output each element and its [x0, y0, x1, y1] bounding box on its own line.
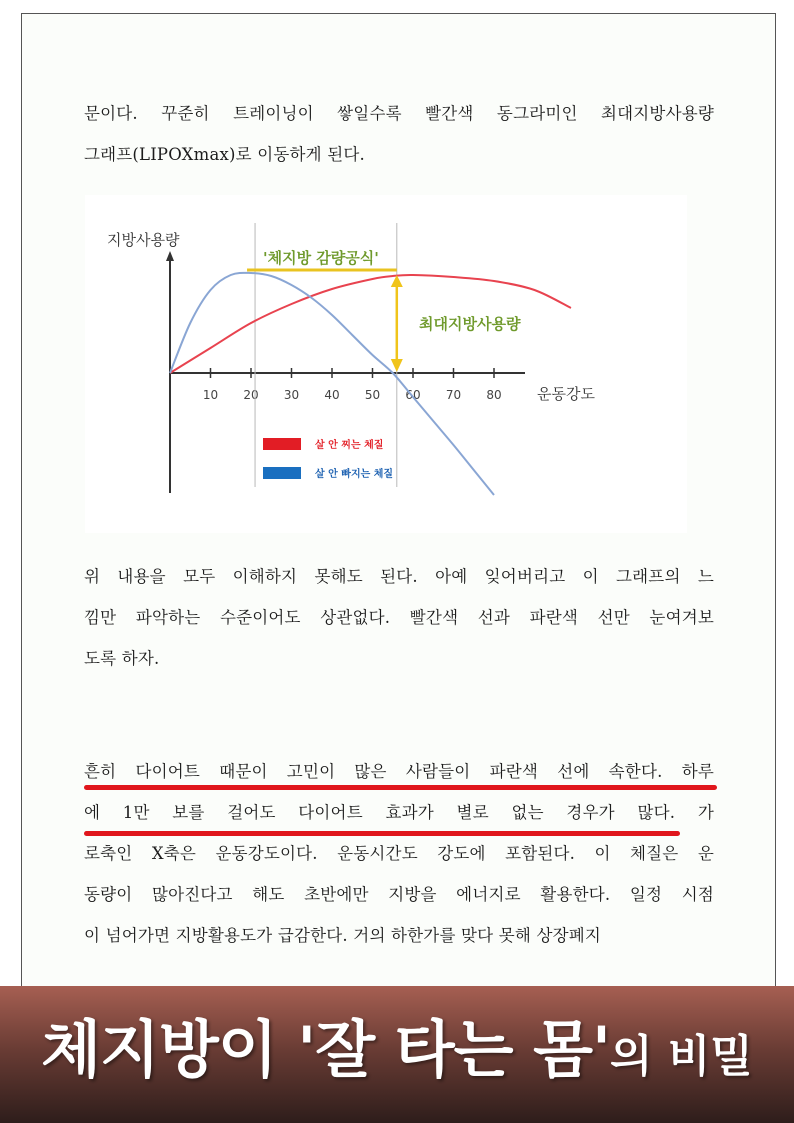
red-underline-mark — [84, 831, 680, 836]
highlighted-text-line: 에 1만 보를 걸어도 다이어트 효과가 별로 없는 경우가 많다. 가 — [84, 803, 714, 822]
banner-title-suffix: 의 비밀 — [610, 1031, 753, 1082]
text-line: 그래프(LIPOXmax)로 이동하게 된다. — [84, 145, 365, 164]
banner-title-main: 체지방이 '잘 타는 몸' — [41, 1013, 610, 1086]
x-tick-label: 80 — [486, 388, 502, 402]
legend-label: 살 안 빠지는 체질 — [315, 469, 394, 480]
y-axis-arrow — [166, 251, 174, 261]
x-axis-label: 운동강도 — [537, 385, 595, 403]
range-label: '체지방 감량공식' — [263, 249, 379, 267]
text-line: 동량이 많아진다고 해도 초반에만 지방을 에너지로 활용한다. 일정 시점 — [84, 885, 714, 904]
x-tick-label: 20 — [243, 388, 259, 402]
banner-title — [0, 1000, 794, 1089]
x-tick-label: 40 — [324, 388, 340, 402]
legend-swatch — [263, 438, 301, 450]
text-line: 로축인 X축은 운동강도이다. 운동시간도 강도에 포함된다. 이 체질은 운 — [84, 844, 714, 863]
series-line-blue — [170, 273, 494, 495]
text-line: 도록 하자. — [84, 649, 160, 668]
x-tick-label: 10 — [202, 388, 219, 402]
x-tick-label: 30 — [283, 388, 300, 402]
legend-swatch — [263, 467, 301, 479]
max-arrow-head-down — [391, 359, 403, 372]
x-tick-label: 60 — [405, 388, 421, 402]
max-label: 최대지방사용량 — [419, 315, 521, 333]
y-axis-label: 지방사용량 — [107, 231, 180, 249]
x-tick-label: 70 — [445, 388, 462, 402]
text-line: 문이다. 꾸준히 트레이닝이 쌓일수록 빨간색 동그라미인 최대지방사용량 — [84, 104, 714, 123]
chart-svg — [85, 195, 687, 533]
fat-usage-chart — [85, 195, 687, 533]
red-underline-mark — [84, 785, 717, 790]
text-line: 낌만 파악하는 수준이어도 상관없다. 빨간색 선과 파란색 선만 눈여겨보 — [84, 608, 714, 627]
legend-label: 살 안 찌는 체질 — [315, 440, 384, 451]
highlighted-text-line: 흔히 다이어트 때문이 고민이 많은 사람들이 파란색 선에 속한다. 하루 — [84, 762, 714, 781]
x-tick-label: 50 — [364, 388, 381, 402]
paragraph-explanation — [84, 556, 714, 679]
paragraph-intro — [84, 93, 714, 175]
paragraph-blue-line — [84, 751, 714, 956]
text-line: 위 내용을 모두 이해하지 못해도 된다. 아예 잊어버리고 이 그래프의 느 — [84, 567, 714, 586]
text-line: 이 넘어가면 지방활용도가 급감한다. 거의 하한가를 맞다 못해 상장폐지 — [84, 926, 602, 945]
